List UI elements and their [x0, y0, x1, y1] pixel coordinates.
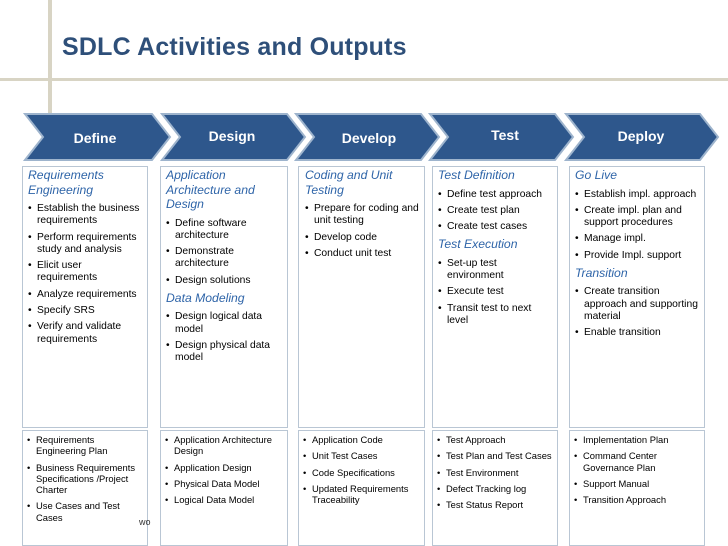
activity-item: • Elicit user requirements: [28, 260, 144, 285]
activity-group-heading: Go Live: [575, 168, 618, 182]
activities-column: [575, 168, 701, 344]
activity-item: • Design physical data model: [166, 340, 284, 365]
activity-item: • Define software architecture: [166, 218, 284, 243]
activity-group-heading: Data Modeling: [166, 290, 245, 305]
activities-column: [28, 168, 144, 350]
outputs-column: [574, 434, 701, 510]
output-item: • Test Status Report: [437, 499, 554, 510]
activity-item: • Verify and validate requirements: [28, 321, 144, 346]
activity-item: • Demonstrate architecture: [166, 246, 284, 271]
activity-item: • Create test plan: [438, 205, 554, 217]
activity-group-heading: Requirements Engineering: [28, 168, 104, 197]
phase-label-design: Design: [208, 128, 256, 144]
output-item: • Command Center Governance Plan: [574, 450, 701, 473]
activity-item: • Manage impl.: [575, 233, 701, 245]
activity-item: • Create test cases: [438, 221, 554, 233]
activity-item: • Perform requirements study and analysis: [28, 232, 144, 257]
outputs-column: [303, 434, 421, 510]
activity-item: • Establish impl. approach: [575, 189, 701, 201]
activity-item: • Design solutions: [166, 275, 284, 287]
output-item: • Unit Test Cases: [303, 450, 421, 461]
output-item: • Application Design: [165, 462, 284, 473]
activity-item: • Analyze requirements: [28, 289, 144, 301]
activity-item: • Enable transition: [575, 327, 701, 339]
phase-label-define: Define: [73, 130, 117, 146]
output-item: • Support Manual: [574, 478, 701, 489]
activity-group-heading: Test Execution: [438, 237, 518, 252]
activity-group-heading: Test Definition: [438, 168, 515, 182]
phase-label-test: Test: [491, 127, 519, 143]
output-item: • Test Plan and Test Cases: [437, 450, 554, 461]
activity-group-heading: Application Architecture and Design: [166, 168, 255, 211]
output-item: • Code Specifications: [303, 467, 421, 478]
activity-item: • Define test approach: [438, 189, 554, 201]
activities-column: [438, 168, 554, 331]
phase-label-deploy: Deploy: [617, 128, 665, 144]
activity-item: • Set-up test environment: [438, 258, 554, 283]
activity-item: • Specify SRS: [28, 305, 144, 317]
output-item: • Transition Approach: [574, 494, 701, 505]
activities-column: [305, 168, 421, 264]
page-title: SDLC Activities and Outputs: [62, 33, 407, 61]
activity-item: • Transit test to next level: [438, 303, 554, 328]
decorative-vertical-rule: [48, 0, 52, 118]
activity-item: • Develop code: [305, 232, 421, 244]
activity-item: • Design logical data model: [166, 311, 284, 336]
phase-label-develop: Develop: [341, 130, 397, 146]
output-item: • Test Approach: [437, 434, 554, 445]
activity-item: • Create impl. plan and support procedures: [575, 205, 701, 230]
activity-group-heading: Transition: [575, 265, 628, 280]
activity-item: • Establish the business requirements: [28, 203, 144, 228]
output-item: • Application Architecture Design: [165, 434, 284, 457]
output-item: • Application Code: [303, 434, 421, 445]
output-item: • Business Requirements Specifications /Project Charter: [27, 462, 144, 496]
outputs-column: [27, 434, 144, 528]
activity-item: • Provide Impl. support: [575, 250, 701, 262]
output-item: • Defect Tracking log: [437, 483, 554, 494]
activity-item: • Prepare for coding and unit testing: [305, 203, 421, 228]
outputs-column: [165, 434, 284, 510]
activities-column: [166, 168, 284, 369]
activity-item: • Create transition approach and supporting material: [575, 286, 701, 323]
outputs-column: [437, 434, 554, 515]
decorative-horizontal-rule: [0, 78, 728, 81]
activity-item: • Execute test: [438, 286, 554, 298]
activity-group-heading: Coding and Unit Testing: [305, 168, 393, 197]
output-item: • Requirements Engineering Plan: [27, 434, 144, 457]
output-item: • Logical Data Model: [165, 494, 284, 505]
output-item: • Implementation Plan: [574, 434, 701, 445]
output-item: • Physical Data Model: [165, 478, 284, 489]
activity-item: • Conduct unit test: [305, 248, 421, 260]
output-item: • Use Cases and Test Cases: [27, 500, 144, 523]
output-item: • Test Environment: [437, 467, 554, 478]
footer-fragment: wo: [139, 517, 151, 527]
output-item: • Updated Requirements Traceability: [303, 483, 421, 506]
